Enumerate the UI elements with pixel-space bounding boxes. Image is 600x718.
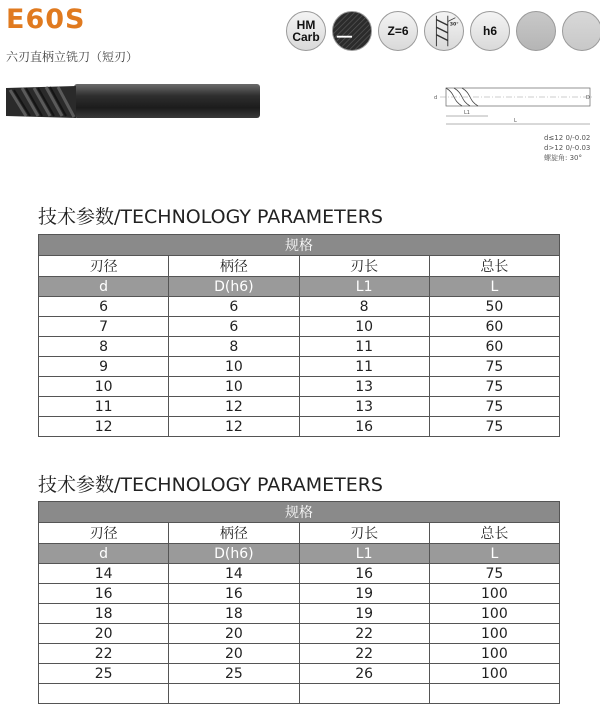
column-header: 刃径 <box>39 523 169 544</box>
table-cell: 100 <box>429 624 559 644</box>
table-cell: 11 <box>299 357 429 377</box>
table-cell: 13 <box>299 377 429 397</box>
table-cell: 75 <box>429 564 559 584</box>
table-row <box>39 337 560 357</box>
table-cell: 25 <box>169 664 299 684</box>
table-cell: 18 <box>39 604 169 624</box>
drawing-L1-label: L1 <box>464 110 470 116</box>
table-cell: 16 <box>299 564 429 584</box>
symbol-cell: D(h6) <box>169 277 299 297</box>
symbol-cell: D(h6) <box>169 544 299 564</box>
table-cell: 60 <box>429 337 559 357</box>
table-cell <box>429 684 559 704</box>
symbol-cell: L <box>429 544 559 564</box>
table-cell: 100 <box>429 664 559 684</box>
table-cell: 16 <box>299 417 429 437</box>
table-cell: 12 <box>39 417 169 437</box>
product-code: E60S <box>6 4 86 35</box>
spec-header: 规格 <box>39 502 560 523</box>
table-cell: 20 <box>169 624 299 644</box>
section-title: 技术参数/TECHNOLOGY PARAMETERS <box>38 474 383 496</box>
table-cell: 7 <box>39 317 169 337</box>
table-cell: 8 <box>169 337 299 357</box>
table-row <box>39 604 560 624</box>
helix-angle-label: 30° <box>449 22 459 28</box>
end-mill-photo <box>6 82 264 122</box>
symbol-cell: d <box>39 544 169 564</box>
table-cell: 9 <box>39 357 169 377</box>
table-row <box>39 377 560 397</box>
helix-angle-icon <box>424 11 464 51</box>
table-row <box>39 397 560 417</box>
drawing-d-label: d <box>434 95 438 101</box>
hm-carbide-label: HM Carb <box>292 18 320 44</box>
table-cell: 10 <box>39 377 169 397</box>
drawing-L-label: L <box>514 118 517 124</box>
table-cell: 75 <box>429 417 559 437</box>
spec-header: 规格 <box>39 235 560 256</box>
tolerance-note: d>12 0/-0.03 <box>544 144 591 152</box>
hm-carbide-badge <box>286 11 326 51</box>
table-cell: 14 <box>169 564 299 584</box>
table-row <box>39 417 560 437</box>
table-cell: 12 <box>169 397 299 417</box>
table-row <box>39 317 560 337</box>
column-header: 刃径 <box>39 256 169 277</box>
table-cell: 100 <box>429 644 559 664</box>
table-cell <box>299 684 429 704</box>
table-cell: 50 <box>429 297 559 317</box>
symbol-cell: L1 <box>299 277 429 297</box>
flutes-badge <box>378 11 418 51</box>
table-cell: 60 <box>429 317 559 337</box>
table-cell: 19 <box>299 604 429 624</box>
table-row <box>39 584 560 604</box>
flutes-label: Z=6 <box>387 24 409 38</box>
table-cell: 8 <box>39 337 169 357</box>
table-row <box>39 564 560 584</box>
table-cell: 13 <box>299 397 429 417</box>
table-cell <box>39 684 169 704</box>
product-description: 六刃直柄立铣刀（短刃） <box>6 50 139 64</box>
table-row <box>39 624 560 644</box>
coating-texture-icon <box>332 11 372 51</box>
table-cell: 26 <box>299 664 429 684</box>
technical-drawing <box>432 80 596 128</box>
table-cell: 75 <box>429 377 559 397</box>
table-cell: 12 <box>169 417 299 437</box>
tolerance-badge <box>470 11 510 51</box>
table-row <box>39 684 560 704</box>
column-header: 总长 <box>429 256 559 277</box>
table-cell: 22 <box>39 644 169 664</box>
helix-note: 螺旋角: 30° <box>544 154 582 162</box>
parameters-table <box>38 234 560 437</box>
table-row <box>39 644 560 664</box>
table-cell: 18 <box>169 604 299 624</box>
table-cell: 75 <box>429 397 559 417</box>
column-header: 总长 <box>429 523 559 544</box>
table-cell: 20 <box>39 624 169 644</box>
drawing-D-label: D <box>586 95 590 101</box>
column-header: 刃长 <box>299 523 429 544</box>
table-cell: 14 <box>39 564 169 584</box>
table-cell: 6 <box>169 297 299 317</box>
table-cell <box>169 684 299 704</box>
tolerance-note: d≤12 0/-0.02 <box>544 134 591 142</box>
table-row <box>39 664 560 684</box>
table-row <box>39 297 560 317</box>
table-cell: 22 <box>299 644 429 664</box>
symbol-cell: d <box>39 277 169 297</box>
blank-badge-icon <box>562 11 600 51</box>
table-cell: 19 <box>299 584 429 604</box>
table-cell: 8 <box>299 297 429 317</box>
table-cell: 16 <box>39 584 169 604</box>
table-cell: 10 <box>299 317 429 337</box>
tolerance-notes <box>544 133 590 163</box>
table-cell: 16 <box>169 584 299 604</box>
table-cell: 20 <box>169 644 299 664</box>
column-header: 柄径 <box>169 256 299 277</box>
table-cell: 75 <box>429 357 559 377</box>
column-header: 柄径 <box>169 523 299 544</box>
table-cell: 25 <box>39 664 169 684</box>
column-header: 刃长 <box>299 256 429 277</box>
table-cell: 10 <box>169 377 299 397</box>
table-cell: 100 <box>429 584 559 604</box>
table-cell: 10 <box>169 357 299 377</box>
table-cell: 11 <box>299 337 429 357</box>
table-cell: 6 <box>39 297 169 317</box>
symbol-cell: L1 <box>299 544 429 564</box>
table-cell: 22 <box>299 624 429 644</box>
parameters-table <box>38 501 560 704</box>
tolerance-label: h6 <box>482 24 497 38</box>
table-cell: 100 <box>429 604 559 624</box>
symbol-cell: L <box>429 277 559 297</box>
table-cell: 6 <box>169 317 299 337</box>
feature-badges <box>286 11 598 53</box>
section-title: 技术参数/TECHNOLOGY PARAMETERS <box>38 206 383 228</box>
blank-badge-icon <box>516 11 556 51</box>
table-cell: 11 <box>39 397 169 417</box>
table-row <box>39 357 560 377</box>
